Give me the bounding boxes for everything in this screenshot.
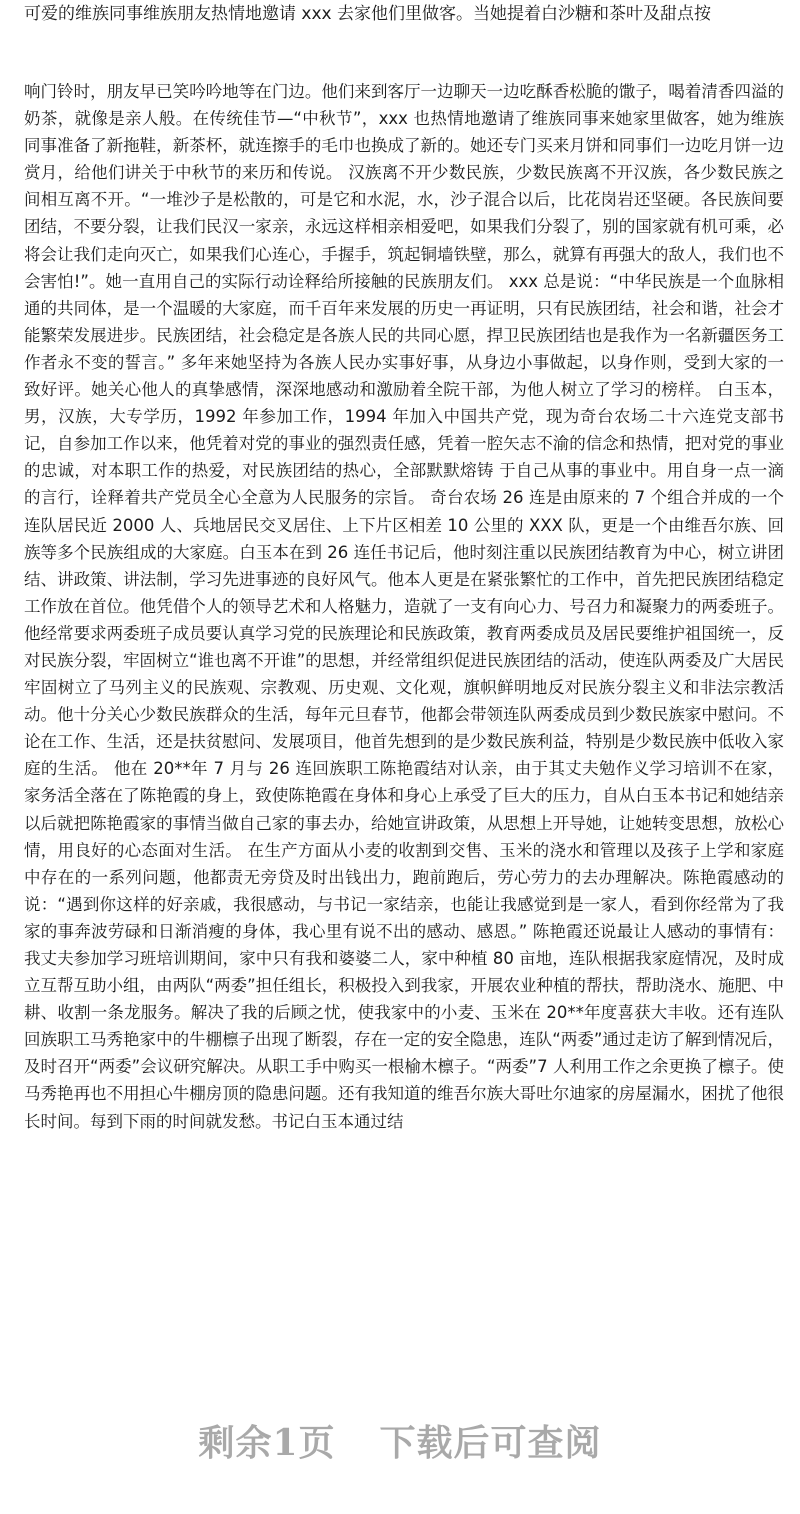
- download-prompt-label[interactable]: 下载后可查阅: [379, 1421, 602, 1464]
- remaining-pages-label: 剩余1页: [198, 1421, 336, 1464]
- download-banner[interactable]: [0, 1410, 800, 1470]
- document-body-text: 响门铃时，朋友早已笑吟吟地等在门边。他们来到客厅一边聊天一边吃酥香松脆的馓子，喝着清香四溢的奶茶，就像是亲人般。在传统佳节—“中秋节”，xxx 也热情地邀请了维族同事来她家里做客，她为维族同事准备了新拖鞋，新茶杯，就连擦手的毛巾也换成了新的。她还专门买来月饼和同事们一边吃月饼一边赏月，给他们讲关于中秋节的来历和传说。 汉族离不开少数民族，少数民族离不开汉族，各少数民族之间相互离不开。“一堆沙子是松散的，可是它和水泥，水，沙子混合以后，比花岗岩还坚硬。各民族间要团结，不要分裂，让我们民汉一家亲，永远这样相亲相爱吧，如果我们分裂了，别的国家就有机可乘，必将会让我们走向灭亡，如果我们心连心，手握手，筑起铜墙铁壁，那么，就算有再强大的敌人，我们也不会害怕!”。她一直用自己的实际行动诠释给所接触的民族朋友们。 xxx 总是说：“中华民族是一个血脉相通的共同体，是一个温暖的大家庭，而千百年来发展的历史一再证明，只有民族团结，社会和谐，社会才能繁荣发展进步。民族团结，社会稳定是各族人民的共同心愿，捍卫民族团结也是我作为一名新疆医务工作者永不变的誓言。” 多年来她坚持为各族人民办实事好事，从身边小事做起，以身作则，受到大家的一致好评。她关心他人的真挚感情，深深地感动和激励着全院干部，为他人树立了学习的榜样。 白玉本，男，汉族，大专学历，1992 年参加工作，1994 年加入中国共产党，现为奇台农场二十六连党支部书记，自参加工作以来，他凭着对党的事业的强烈责任感，凭着一腔矢志不渝的信念和热情，把对党的事业的忠诚，对本职工作的热爱，对民族团结的热心，全部默默熔铸 于自己从事的事业中。用自身一点一滴的言行，诠释着共产党员全心全意为人民服务的宗旨。 奇台农场 26 连是由原来的 7 个组合并成的一个连队居民近 2000 人、兵地居民交叉居住、上下片区相差 10 公里的 XXX 队，更是一个由维吾尔族、回族等多个民族组成的大家庭。白玉本在到 26 连任书记后，他时刻注重以民族团结教育为中心，树立讲团结、讲政策、讲法制，学习先进事迹的良好风气。他本人更是在紧张繁忙的工作中，首先把民族团结稳定工作放在首位。他凭借个人的领导艺术和人格魅力，造就了一支有向心力、号召力和凝聚力的两委班子。 他经常要求两委班子成员要认真学习党的民族理论和民族政策，教育两委成员及居民要维护祖国统一，反对民族分裂，牢固树立“谁也离不开谁”的思想，并经常组织促进民族团结的活动，使连队两委及广大居民牢固树立了马列主义的民族观、宗教观、历史观、文化观，旗帜鲜明地反对民族分裂主义和非法宗教活动。他十分关心少数民族群众的生活，每年元旦春节，他都会带领连队两委成员到少数民族家中慰问。不论在工作、生活，还是扶贫慰问、发展项目，他首先想到的是少数民族利益，特别是少数民族中低收入家庭的生活。 他在 20**年 7 月与 26 连回族职工陈艳霞结对认亲，由于其丈夫勉作义学习培训不在家，家务活全落在了陈艳霞的身上，致使陈艳霞在身体和身心上承受了巨大的压力，自从白玉本书记和她结亲以后就把陈艳霞家的事情当做自己家的事去办，给她宣讲政策，从思想上开导她，让她转变思想，放松心情，用良好的心态面对生活。 在生产方面从小麦的收割到交售、玉米的浇水和管理以及孩子上学和家庭中存在的一系列问题，他都责无旁贷及时出钱出力，跑前跑后，劳心劳力的去办理解决。陈艳霞感动的说：“遇到你这样的好亲戚，我很感动，与书记一家结亲，也能让我感觉到是一家人，看到你经常为了我家的事奔波劳碌和日渐消瘦的身体，我心里有说不出的感动、感恩。” 陈艳霞还说最让人感动的事情有：我丈夫参加学习班培训期间，家中只有我和婆婆二人，家中种植 80 亩地，连队根据我家庭情况，及时成立互帮互助小组，由两队“两委”担任组长，积极投入到我家，开展农业种植的帮扶，帮助浇水、施肥、中耕、收割一条龙服务。解决了我的后顾之忧，使我家中的小麦、玉米在 20**年度喜获大丰收。还有连队回族职工马秀艳家中的牛棚檩子出现了断裂，存在一定的安全隐患，连队“两委”通过走访了解到情况后，及时召开“两委”会议研究解决。从职工手中购买一根榆木檩子。“两委”7 人利用工作之余更换了檩子。使马秀艳再也不用担心牛棚房顶的隐患问题。还有我知道的维吾尔族大哥吐尔迪家的房屋漏水，困扰了他很长时间。每到下雨的时间就发愁。书记白玉本通过结: [24, 82, 784, 1131]
- document-top-line: 可爱的维族同事维族朋友热情地邀请 xxx 去家他们里做客。当她提着白沙糖和茶叶及甜点按: [24, 4, 711, 24]
